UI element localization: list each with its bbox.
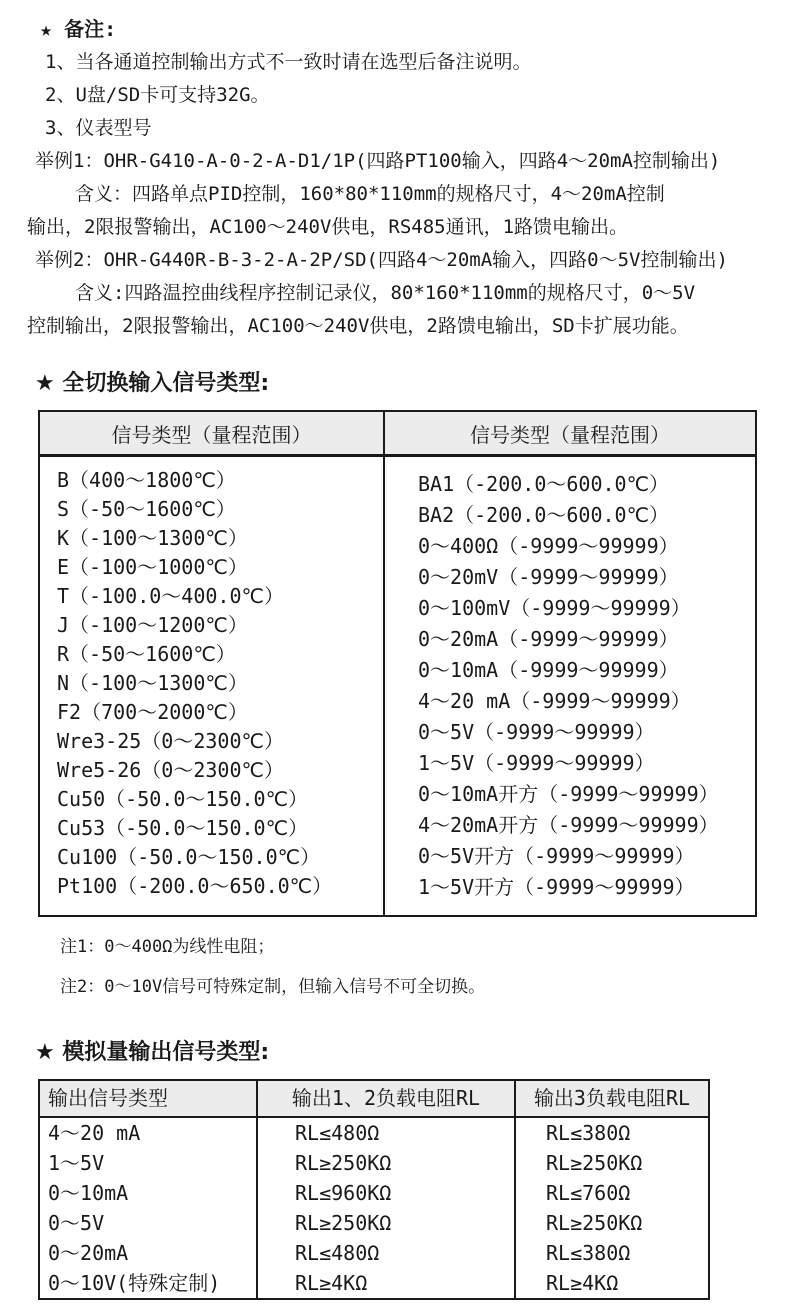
input-row: B（400～1800℃） — [57, 468, 236, 492]
output-table-row — [40, 1238, 708, 1268]
output-cell-load3: RL≤380Ω — [546, 1121, 631, 1145]
input-row: BA1（-200.0～600.0℃） — [418, 472, 670, 496]
output-cell-load12: RL≤480Ω — [258, 1118, 516, 1148]
output-table-row — [40, 1118, 708, 1148]
example-1-meaning: 含义：四路单点PID控制，160*80*110mm的规格尺寸，4～20mA控制 — [75, 183, 665, 205]
output-cell-load3: RL≥250KΩ — [546, 1151, 643, 1175]
output-table-row — [40, 1148, 708, 1178]
output-cell-signal: 0～10mA — [40, 1178, 258, 1208]
input-row: J（-100～1200℃） — [57, 613, 248, 637]
input-row: BA2（-200.0～600.0℃） — [418, 503, 670, 527]
input-row: E（-100～1000℃） — [57, 555, 248, 579]
input-row: 4～20 mA（-9999～99999） — [418, 689, 691, 713]
input-row: Pt100（-200.0～650.0℃） — [57, 874, 333, 898]
output-cell-signal: 0～20mA — [40, 1238, 258, 1268]
output-signal-table — [38, 1079, 710, 1300]
input-row: 0～100mV（-9999～99999） — [418, 596, 691, 620]
input-table-header-row — [40, 412, 755, 457]
output-cell-signal: 4～20 mA — [40, 1118, 258, 1148]
input-row: 1～5V开方（-9999～99999） — [418, 875, 695, 899]
note-line-2: 2、U盘/SD卡可支持32G。 — [45, 84, 270, 106]
footnote-2: 注2：0～10V信号可特殊定制，但输入信号不可全切换。 — [60, 977, 486, 997]
output-table-row — [40, 1268, 708, 1298]
example-2-meaning: 含义:四路温控曲线程序控制记录仪，80*160*110mm的规格尺寸，0～5V — [75, 282, 696, 304]
output-cell-load3: RL≥250KΩ — [546, 1211, 643, 1235]
input-row: 0～20mA（-9999～99999） — [418, 627, 679, 651]
input-row: 0～10mA开方（-9999～99999） — [418, 782, 719, 806]
input-signal-title: ★ 全切换输入信号类型: — [35, 371, 270, 396]
output-cell-load12: RL≥250KΩ — [258, 1208, 516, 1238]
input-table-left-column — [40, 457, 385, 915]
example-1-continuation: 输出，2限报警输出，AC100～240V供电，RS485通讯，1路馈电输出。 — [27, 216, 629, 238]
input-row: 0～5V（-9999～99999） — [418, 720, 655, 744]
input-row: Cu50（-50.0～150.0℃） — [57, 787, 309, 811]
input-row: Cu53（-50.0～150.0℃） — [57, 816, 309, 840]
output-cell-load12: RL≤480Ω — [258, 1238, 516, 1268]
output-cell-load12: RL≥4KΩ — [258, 1268, 516, 1298]
example-2-model: 举例2：OHR-G440R-B-3-2-A-2P/SD(四路4～20mA输入，四路0～5V控制输出) — [35, 249, 728, 271]
output-header-signal-type: 输出信号类型 — [40, 1081, 258, 1116]
input-row: R（-50～1600℃） — [57, 642, 236, 666]
input-row: 0～400Ω（-9999～99999） — [418, 534, 679, 558]
input-table-header-right: 信号类型（量程范围） — [470, 423, 670, 447]
output-cell-signal: 1～5V — [40, 1148, 258, 1178]
input-row: F2（700～2000℃） — [57, 700, 248, 724]
note-line-3: 3、仪表型号 — [45, 117, 152, 139]
input-row: K（-100～1300℃） — [57, 526, 248, 550]
input-table-header-left: 信号类型（量程范围） — [40, 412, 385, 454]
notes-section — [0, 0, 790, 343]
input-row: Wre3-25（0～2300℃） — [57, 729, 284, 753]
output-signal-title: ★ 模拟量输出信号类型: — [35, 1040, 270, 1065]
output-cell-load3: RL≤380Ω — [546, 1241, 631, 1265]
output-cell-signal: 0～10V(特殊定制) — [40, 1268, 258, 1298]
output-cell-signal: 0～5V — [40, 1208, 258, 1238]
output-cell-load12: RL≤960KΩ — [258, 1178, 516, 1208]
output-header-load-3: 输出3负载电阻RL — [533, 1086, 691, 1110]
input-row: 1～5V（-9999～99999） — [418, 751, 655, 775]
output-signal-section — [0, 1035, 790, 1300]
input-row: Cu100（-50.0～150.0℃） — [57, 845, 321, 869]
input-row: N（-100～1300℃） — [57, 671, 248, 695]
output-header-load-12: 输出1、2负载电阻RL — [258, 1081, 516, 1116]
input-row: 0～20mV（-9999～99999） — [418, 565, 679, 589]
output-table-row — [40, 1208, 708, 1238]
example-1-model: 举例1：OHR-G410-A-0-2-A-D1/1P(四路PT100输入，四路4～20mA控制输出) — [35, 150, 721, 172]
input-row: 0～10mA（-9999～99999） — [418, 658, 679, 682]
input-row: 0～5V开方（-9999～99999） — [418, 844, 695, 868]
output-table-row — [40, 1178, 708, 1208]
input-row: S（-50～1600℃） — [57, 497, 236, 521]
example-2-continuation: 控制输出，2限报警输出，AC100～240V供电，2路馈电输出，SD卡扩展功能。 — [27, 315, 689, 337]
input-table-right-column — [385, 457, 755, 915]
input-row: Wre5-26（0～2300℃） — [57, 758, 284, 782]
output-cell-load12: RL≥250KΩ — [258, 1148, 516, 1178]
output-cell-load3: RL≥4KΩ — [546, 1271, 619, 1295]
input-signal-section — [0, 366, 790, 997]
input-signal-table — [38, 410, 757, 917]
note-line-1: 1、当各通道控制输出方式不一致时请在选型后备注说明。 — [45, 51, 532, 73]
input-table-body — [40, 457, 755, 915]
output-cell-load3: RL≤760Ω — [546, 1181, 631, 1205]
notes-title: ★ 备注: — [40, 17, 117, 41]
output-table-header-row — [40, 1081, 708, 1118]
footnote-1: 注1：0～400Ω为线性电阻； — [60, 937, 275, 957]
input-row: T（-100.0～400.0℃） — [57, 584, 284, 608]
input-row: 4～20mA开方（-9999～99999） — [418, 813, 719, 837]
